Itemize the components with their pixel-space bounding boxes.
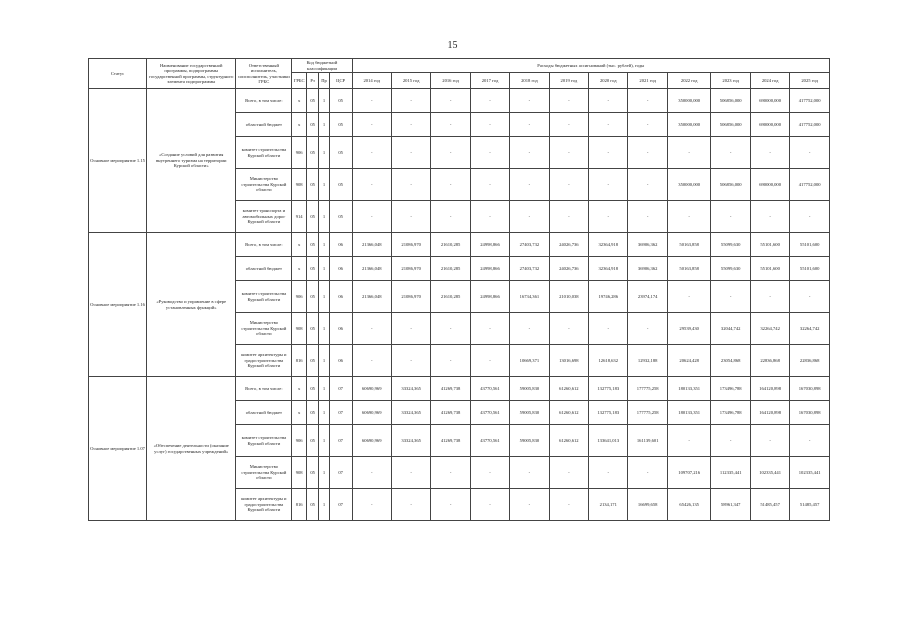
grbs-cell: х: [292, 89, 307, 113]
value-cell: -: [711, 137, 750, 169]
value-cell: 19746,286: [589, 281, 628, 313]
rz-cell: 05: [306, 313, 318, 345]
rz-cell: 05: [306, 169, 318, 201]
value-cell: -: [352, 89, 391, 113]
value-cell: -: [549, 313, 588, 345]
value-cell: -: [470, 313, 509, 345]
status-cell: Основное мероприятие 1.15: [89, 89, 147, 233]
value-cell: -: [470, 345, 509, 377]
executor-cell: комитет строительства Курской области: [236, 281, 292, 313]
header-status: Статус: [89, 59, 147, 89]
value-cell: -: [510, 169, 549, 201]
value-cell: -: [470, 169, 509, 201]
value-cell: 24026,736: [549, 233, 588, 257]
value-cell: -: [750, 201, 789, 233]
value-cell: -: [628, 89, 667, 113]
value-cell: 41269,738: [431, 377, 470, 401]
value-cell: 41269,738: [431, 401, 470, 425]
value-cell: 132775,183: [589, 377, 628, 401]
status-cell: Основное мероприятие 1.07: [89, 377, 147, 521]
csr-cell: 07: [329, 457, 352, 489]
value-cell: 161139,601: [628, 425, 667, 457]
value-cell: 350000,000: [667, 113, 711, 137]
value-cell: 109707,216: [667, 457, 711, 489]
value-cell: 50163,858: [667, 257, 711, 281]
grbs-cell: х: [292, 401, 307, 425]
csr-cell: 06: [329, 233, 352, 257]
header-year: 2020 год: [589, 73, 628, 89]
pr-cell: 1: [319, 169, 329, 201]
value-cell: -: [589, 169, 628, 201]
value-cell: 2134,171: [589, 489, 628, 521]
value-cell: 60690,969: [352, 401, 391, 425]
executor-cell: Министерство строительства Курской области: [236, 313, 292, 345]
value-cell: 417752,000: [790, 169, 830, 201]
value-cell: -: [470, 201, 509, 233]
value-cell: -: [431, 201, 470, 233]
rz-cell: 05: [306, 345, 318, 377]
header-year: 2019 год: [549, 73, 588, 89]
pr-cell: 1: [319, 313, 329, 345]
value-cell: -: [628, 313, 667, 345]
value-cell: 23054,868: [711, 345, 750, 377]
value-cell: -: [711, 425, 750, 457]
header-year: 2018 год: [510, 73, 549, 89]
header-program-name: Наименование государственной программы, подпрограммы государственной программы, структурного элемента подпрограммы: [147, 59, 236, 89]
value-cell: -: [510, 89, 549, 113]
value-cell: 32264,742: [790, 313, 830, 345]
header-year: 2021 год: [628, 73, 667, 89]
value-cell: 59005,830: [510, 425, 549, 457]
header-pr: Пр: [319, 73, 329, 89]
value-cell: 506856,000: [711, 113, 750, 137]
value-cell: -: [790, 425, 830, 457]
value-cell: -: [352, 169, 391, 201]
value-cell: 506856,000: [711, 89, 750, 113]
rz-cell: 05: [306, 457, 318, 489]
value-cell: -: [667, 201, 711, 233]
value-cell: 21366,048: [352, 233, 391, 257]
value-cell: 32364,918: [589, 257, 628, 281]
header-year: 2017 год: [470, 73, 509, 89]
value-cell: -: [589, 457, 628, 489]
value-cell: -: [549, 489, 588, 521]
value-cell: 55101,600: [750, 233, 789, 257]
value-cell: 350000,000: [667, 89, 711, 113]
header-year: 2014 год: [352, 73, 391, 89]
value-cell: -: [549, 89, 588, 113]
value-cell: -: [352, 113, 391, 137]
value-cell: 55099,630: [711, 233, 750, 257]
grbs-cell: 914: [292, 201, 307, 233]
value-cell: 43770,561: [470, 401, 509, 425]
program-name-cell: «Создание условий для развития внутреннего туризма на территории Курской области»: [147, 89, 236, 233]
value-cell: 33324,365: [391, 401, 430, 425]
value-cell: 21366,048: [352, 257, 391, 281]
value-cell: -: [667, 281, 711, 313]
executor-cell: Министерство строительства Курской области: [236, 457, 292, 489]
status-cell: Основное мероприятие 1.16: [89, 233, 147, 377]
value-cell: -: [352, 345, 391, 377]
value-cell: 167030,898: [790, 401, 830, 425]
pr-cell: 1: [319, 137, 329, 169]
value-cell: 21610,285: [431, 257, 470, 281]
value-cell: 55101,600: [750, 257, 789, 281]
value-cell: 173496,788: [711, 401, 750, 425]
value-cell: -: [589, 89, 628, 113]
value-cell: -: [431, 137, 470, 169]
value-cell: -: [470, 457, 509, 489]
value-cell: 24998,866: [470, 233, 509, 257]
value-cell: -: [790, 281, 830, 313]
value-cell: 32364,918: [589, 233, 628, 257]
value-cell: -: [352, 201, 391, 233]
csr-cell: 06: [329, 313, 352, 345]
value-cell: 21366,048: [352, 281, 391, 313]
value-cell: 12932,188: [628, 345, 667, 377]
pr-cell: 1: [319, 457, 329, 489]
value-cell: -: [391, 113, 430, 137]
grbs-cell: 906: [292, 137, 307, 169]
value-cell: 173496,788: [711, 377, 750, 401]
value-cell: 65426,135: [667, 489, 711, 521]
header-year: 2016 год: [431, 73, 470, 89]
executor-cell: комитет транспорта и автомобильных дорог Курской области: [236, 201, 292, 233]
csr-cell: 05: [329, 89, 352, 113]
value-cell: 21086,970: [391, 233, 430, 257]
value-cell: 61260,612: [549, 377, 588, 401]
value-cell: 21086,970: [391, 281, 430, 313]
executor-cell: областной бюджет: [236, 257, 292, 281]
value-cell: 55101,600: [790, 233, 830, 257]
value-cell: 21010,038: [549, 281, 588, 313]
value-cell: -: [470, 89, 509, 113]
value-cell: 12618,632: [589, 345, 628, 377]
rz-cell: 05: [306, 137, 318, 169]
value-cell: -: [391, 345, 430, 377]
value-cell: 177775,258: [628, 377, 667, 401]
csr-cell: 05: [329, 201, 352, 233]
value-cell: 22836,868: [790, 345, 830, 377]
grbs-cell: х: [292, 233, 307, 257]
value-cell: 43770,561: [470, 377, 509, 401]
rz-cell: 05: [306, 425, 318, 457]
pr-cell: 1: [319, 113, 329, 137]
rz-cell: 05: [306, 281, 318, 313]
value-cell: -: [391, 169, 430, 201]
value-cell: 506856,000: [711, 169, 750, 201]
value-cell: 32044,742: [711, 313, 750, 345]
executor-cell: Министерство строительства Курской области: [236, 169, 292, 201]
value-cell: -: [589, 137, 628, 169]
value-cell: -: [470, 113, 509, 137]
csr-cell: 06: [329, 281, 352, 313]
rz-cell: 05: [306, 89, 318, 113]
value-cell: 36906,362: [628, 233, 667, 257]
executor-cell: комитет архитектуры и градостроительства Курской области: [236, 489, 292, 521]
header-year: 2015 год: [391, 73, 430, 89]
pr-cell: 1: [319, 377, 329, 401]
value-cell: -: [549, 137, 588, 169]
header-rz: Рз: [306, 73, 318, 89]
csr-cell: 05: [329, 113, 352, 137]
grbs-cell: 906: [292, 281, 307, 313]
value-cell: 51485,457: [750, 489, 789, 521]
value-cell: 60690,969: [352, 377, 391, 401]
value-cell: 33324,365: [391, 377, 430, 401]
value-cell: 102335,441: [750, 457, 789, 489]
value-cell: 112335,441: [711, 457, 750, 489]
csr-cell: 06: [329, 257, 352, 281]
rz-cell: 05: [306, 201, 318, 233]
value-cell: -: [431, 313, 470, 345]
executor-cell: комитет строительства Курской области: [236, 137, 292, 169]
value-cell: 132775,183: [589, 401, 628, 425]
value-cell: -: [589, 113, 628, 137]
value-cell: -: [391, 457, 430, 489]
value-cell: 33324,365: [391, 425, 430, 457]
value-cell: -: [628, 201, 667, 233]
grbs-cell: 816: [292, 345, 307, 377]
table-row: [89, 89, 830, 113]
value-cell: -: [391, 313, 430, 345]
value-cell: -: [431, 489, 470, 521]
value-cell: 417752,000: [790, 113, 830, 137]
value-cell: 24998,866: [470, 257, 509, 281]
value-cell: 43770,561: [470, 425, 509, 457]
value-cell: 20624,428: [667, 345, 711, 377]
executor-cell: областной бюджет: [236, 113, 292, 137]
value-cell: -: [628, 457, 667, 489]
rz-cell: 05: [306, 401, 318, 425]
csr-cell: 07: [329, 489, 352, 521]
rz-cell: 05: [306, 233, 318, 257]
value-cell: -: [352, 457, 391, 489]
value-cell: 690000,000: [750, 113, 789, 137]
value-cell: -: [510, 489, 549, 521]
value-cell: -: [750, 137, 789, 169]
value-cell: -: [549, 169, 588, 201]
value-cell: -: [470, 489, 509, 521]
value-cell: -: [470, 137, 509, 169]
csr-cell: 07: [329, 425, 352, 457]
value-cell: 167030,898: [790, 377, 830, 401]
value-cell: -: [790, 137, 830, 169]
page-number: 15: [447, 40, 458, 51]
value-cell: 102335,441: [790, 457, 830, 489]
value-cell: 16699,658: [628, 489, 667, 521]
value-cell: 61260,612: [549, 425, 588, 457]
value-cell: 58961,347: [711, 489, 750, 521]
grbs-cell: х: [292, 377, 307, 401]
value-cell: 22836,868: [750, 345, 789, 377]
value-cell: -: [391, 201, 430, 233]
grbs-cell: х: [292, 257, 307, 281]
value-cell: 13016,698: [549, 345, 588, 377]
executor-cell: Всего, в том числе:: [236, 233, 292, 257]
header-year: 2022 год: [667, 73, 711, 89]
value-cell: -: [628, 137, 667, 169]
value-cell: 27403,732: [510, 233, 549, 257]
value-cell: -: [431, 457, 470, 489]
value-cell: 133641,013: [589, 425, 628, 457]
value-cell: 350000,000: [667, 169, 711, 201]
executor-cell: Всего, в том числе:: [236, 89, 292, 113]
rz-cell: 05: [306, 113, 318, 137]
program-name-cell: «Руководство и управление в сфере установленных функций»: [147, 233, 236, 377]
value-cell: -: [352, 489, 391, 521]
value-cell: -: [750, 425, 789, 457]
value-cell: 690000,000: [750, 89, 789, 113]
value-cell: 41269,738: [431, 425, 470, 457]
csr-cell: 05: [329, 137, 352, 169]
pr-cell: 1: [319, 89, 329, 113]
pr-cell: 1: [319, 257, 329, 281]
value-cell: 16734,361: [510, 281, 549, 313]
value-cell: -: [549, 201, 588, 233]
value-cell: -: [391, 137, 430, 169]
value-cell: 180133,351: [667, 377, 711, 401]
executor-cell: комитет архитектуры и градостроительства Курской области: [236, 345, 292, 377]
value-cell: -: [589, 201, 628, 233]
value-cell: -: [711, 281, 750, 313]
value-cell: -: [667, 425, 711, 457]
value-cell: -: [750, 281, 789, 313]
value-cell: 55099,630: [711, 257, 750, 281]
pr-cell: 1: [319, 401, 329, 425]
header-year: 2025 год: [790, 73, 830, 89]
value-cell: -: [431, 169, 470, 201]
executor-cell: Всего, в том числе:: [236, 377, 292, 401]
value-cell: -: [628, 113, 667, 137]
value-cell: -: [352, 137, 391, 169]
value-cell: 60690,969: [352, 425, 391, 457]
value-cell: 23974,174: [628, 281, 667, 313]
rz-cell: 05: [306, 489, 318, 521]
value-cell: 21610,285: [431, 233, 470, 257]
grbs-cell: 908: [292, 169, 307, 201]
value-cell: -: [549, 113, 588, 137]
value-cell: -: [391, 89, 430, 113]
value-cell: 36906,362: [628, 257, 667, 281]
header-budget-code: Код бюджетной классификации: [292, 59, 352, 73]
value-cell: 164120,898: [750, 401, 789, 425]
program-name-cell: «Обеспечение деятельности (оказание услуг) государственных учреждений»: [147, 377, 236, 521]
value-cell: -: [431, 113, 470, 137]
grbs-cell: х: [292, 113, 307, 137]
grbs-cell: 908: [292, 313, 307, 345]
header-grbs: ГРБС: [292, 73, 307, 89]
value-cell: -: [510, 457, 549, 489]
value-cell: -: [510, 201, 549, 233]
pr-cell: 1: [319, 281, 329, 313]
value-cell: -: [667, 137, 711, 169]
value-cell: 21086,970: [391, 257, 430, 281]
value-cell: 690000,000: [750, 169, 789, 201]
grbs-cell: 906: [292, 425, 307, 457]
pr-cell: 1: [319, 425, 329, 457]
value-cell: -: [589, 313, 628, 345]
rz-cell: 05: [306, 377, 318, 401]
pr-cell: 1: [319, 201, 329, 233]
value-cell: -: [790, 201, 830, 233]
value-cell: 61260,612: [549, 401, 588, 425]
value-cell: -: [431, 89, 470, 113]
value-cell: -: [391, 489, 430, 521]
pr-cell: 1: [319, 233, 329, 257]
header-year: 2023 год: [711, 73, 750, 89]
header-expenses: Расходы бюджетных ассигнований (тыс. рублей), годы: [352, 59, 829, 73]
value-cell: -: [628, 169, 667, 201]
value-cell: 180133,351: [667, 401, 711, 425]
value-cell: -: [352, 313, 391, 345]
header-csr: ЦСР: [329, 73, 352, 89]
value-cell: 27403,732: [510, 257, 549, 281]
csr-cell: 05: [329, 169, 352, 201]
value-cell: 51485,457: [790, 489, 830, 521]
header-executor: Ответственный исполнитель, соисполнитель, участники ГРБС: [236, 59, 292, 89]
value-cell: 32264,742: [750, 313, 789, 345]
value-cell: -: [510, 137, 549, 169]
table-row: [89, 233, 830, 257]
value-cell: 21610,285: [431, 281, 470, 313]
value-cell: 55101,600: [790, 257, 830, 281]
value-cell: -: [711, 201, 750, 233]
executor-cell: комитет строительства Курской области: [236, 425, 292, 457]
budget-table: [88, 58, 830, 521]
value-cell: 59005,830: [510, 401, 549, 425]
executor-cell: областной бюджет: [236, 401, 292, 425]
value-cell: 10669,371: [510, 345, 549, 377]
csr-cell: 06: [329, 345, 352, 377]
value-cell: 50163,858: [667, 233, 711, 257]
value-cell: 59005,830: [510, 377, 549, 401]
value-cell: -: [510, 313, 549, 345]
value-cell: -: [549, 457, 588, 489]
pr-cell: 1: [319, 345, 329, 377]
value-cell: -: [431, 345, 470, 377]
rz-cell: 05: [306, 257, 318, 281]
csr-cell: 07: [329, 377, 352, 401]
value-cell: 24026,736: [549, 257, 588, 281]
grbs-cell: 816: [292, 489, 307, 521]
header-year: 2024 год: [750, 73, 789, 89]
value-cell: 24998,866: [470, 281, 509, 313]
value-cell: 164120,898: [750, 377, 789, 401]
value-cell: -: [510, 113, 549, 137]
grbs-cell: 908: [292, 457, 307, 489]
csr-cell: 07: [329, 401, 352, 425]
pr-cell: 1: [319, 489, 329, 521]
value-cell: 29539,430: [667, 313, 711, 345]
table-row: [89, 377, 830, 401]
value-cell: 177775,258: [628, 401, 667, 425]
value-cell: 417752,000: [790, 89, 830, 113]
